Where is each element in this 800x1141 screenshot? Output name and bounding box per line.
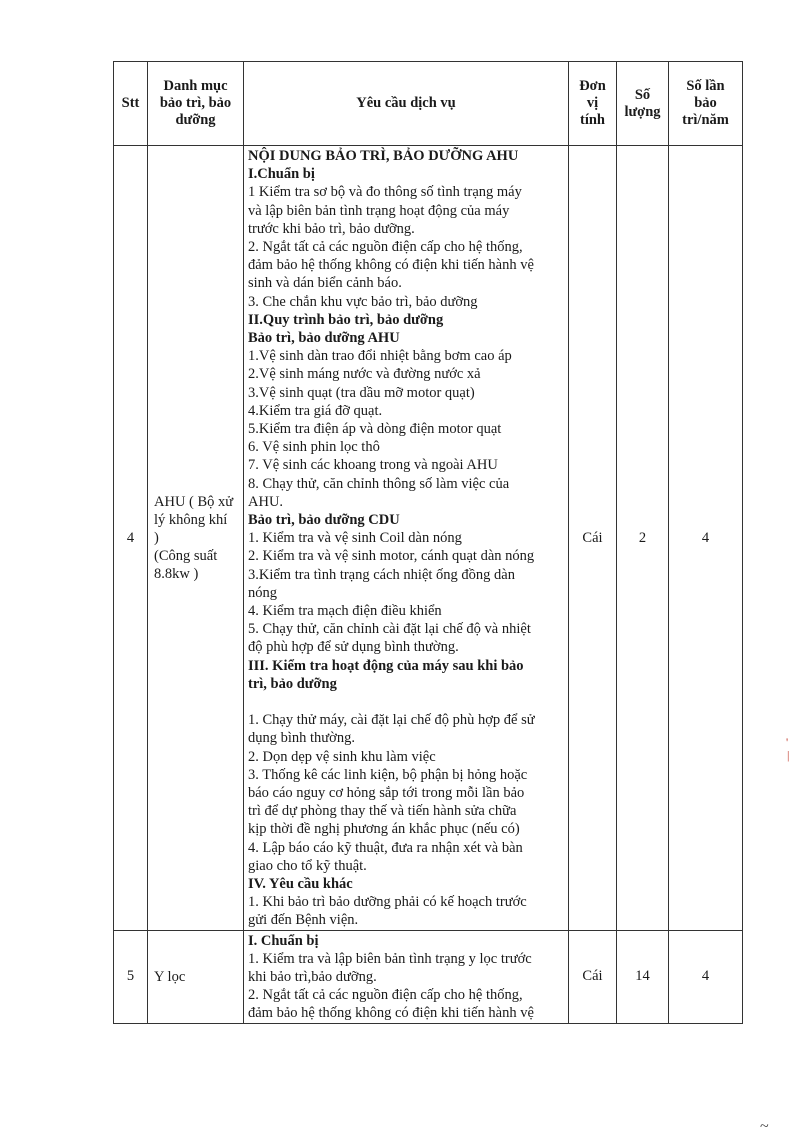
requirement-line: 1 Kiểm tra sơ bộ và đo thông số tình trạng máy: [248, 184, 522, 201]
requirement-line: kịp thời đề nghị phương án khắc phục (nếu có): [248, 821, 520, 838]
requirement-line: trì, bảo dưỡng: [248, 675, 337, 692]
table-row: [114, 146, 743, 931]
requirement-line: 5. Chạy thử, căn chỉnh cài đặt lại chế độ và nhiệt: [248, 621, 531, 638]
header-requirement: Yêu cầu dịch vụ: [244, 62, 569, 146]
requirement-line: trì để dự phòng thay thế và tiến hành sửa chữa: [248, 803, 517, 820]
requirement-line: I.Chuẩn bị: [248, 166, 315, 183]
requirement-line: 2.Vệ sinh máng nước và đường nước xả: [248, 366, 481, 383]
row-unit: Cái: [569, 930, 617, 1023]
row-stt: 4: [114, 146, 148, 931]
requirement-line: 4. Lập báo cáo kỹ thuật, đưa ra nhận xét và bàn: [248, 839, 523, 856]
requirement-line: khi bảo trì,bảo dưỡng.: [248, 968, 377, 985]
requirement-line: 2. Ngắt tất cả các nguồn điện cấp cho hệ thống,: [248, 239, 523, 256]
row-stt: 5: [114, 930, 148, 1023]
requirement-line: giao cho tổ kỹ thuật.: [248, 857, 367, 874]
requirement-line: 5.Kiểm tra điện áp và dòng điện motor quạt: [248, 421, 502, 438]
row-category: AHU ( Bộ xử lý không khí ) (Công suất 8.8kw ): [148, 146, 244, 931]
requirement-line: III. Kiểm tra hoạt động của máy sau khi bảo: [248, 657, 524, 674]
requirement-line: 3.Vệ sinh quạt (tra dầu mỡ motor quạt): [248, 384, 475, 401]
row-quantity: 14: [617, 930, 669, 1023]
requirement-line: 4. Kiểm tra mạch điện điều khiển: [248, 603, 442, 620]
requirement-line: 6. Vệ sinh phin lọc thô: [248, 439, 380, 456]
maintenance-table: [113, 61, 743, 1024]
requirement-line: 3.Kiểm tra tình trạng cách nhiệt ống đồng dàn: [248, 566, 515, 583]
header-category: Danh mục bảo trì, bảo dưỡng: [148, 62, 244, 146]
requirement-line: 1. Kiểm tra và lập biên bản tình trạng y lọc trước: [248, 950, 532, 967]
header-quantity: Số lượng: [617, 62, 669, 146]
header-unit: Đơn vị tính: [569, 62, 617, 146]
requirement-gap: [248, 693, 564, 711]
requirement-line: sinh và dán biển cảnh báo.: [248, 275, 402, 292]
requirement-line: 1. Chạy thử máy, cài đặt lại chế độ phù hợp để sử: [248, 712, 535, 729]
requirement-line: 2. Kiểm tra và vệ sinh motor, cánh quạt dàn nóng: [248, 548, 535, 565]
requirement-line: dụng bình thường.: [248, 730, 355, 747]
requirement-line: độ phù hợp để sử dụng bình thường.: [248, 639, 459, 656]
row-frequency: 4: [669, 930, 743, 1023]
requirement-line: AHU.: [248, 493, 284, 510]
requirement-line: gửi đến Bệnh viện.: [248, 912, 359, 929]
header-stt: Stt: [114, 62, 148, 146]
requirement-line: 2. Ngắt tất cả các nguồn điện cấp cho hệ thống,: [248, 987, 523, 1004]
requirement-line: 1. Kiểm tra và vệ sinh Coil dàn nóng: [248, 530, 462, 547]
requirement-line: 3. Che chắn khu vực bảo trì, bảo dưỡng: [248, 293, 478, 310]
requirement-line: nóng: [248, 584, 277, 601]
requirement-line: II.Quy trình bảo trì, bảo dưỡng: [248, 311, 444, 328]
requirement-line: Bảo trì, bảo dưỡng AHU: [248, 330, 400, 347]
requirement-line: 1. Khi bảo trì bảo dưỡng phải có kế hoạch trước: [248, 894, 527, 911]
row-quantity: 2: [617, 146, 669, 931]
requirement-line: IV. Yêu cầu khác: [248, 875, 353, 892]
requirement-line: NỘI DUNG BẢO TRÌ, BẢO DƯỠNG AHU: [248, 148, 519, 164]
requirement-line: trước khi bảo trì, bảo dưỡng.: [248, 220, 415, 237]
requirement-line: và lập biên bản tình trạng hoạt động của máy: [248, 202, 510, 219]
margin-mark: ': [786, 735, 789, 749]
header-frequency: Số lần bảo trì/năm: [669, 62, 743, 146]
requirement-line: đảm bảo hệ thống không có điện khi tiến hành vệ: [248, 1005, 534, 1022]
requirement-line: 2. Dọn dẹp vệ sinh khu làm việc: [248, 748, 436, 765]
requirement-line: 1.Vệ sinh dàn trao đổi nhiệt bằng bơm cao áp: [248, 348, 512, 365]
requirement-line: 3. Thống kê các linh kiện, bộ phận bị hỏng hoặc: [248, 766, 528, 783]
requirement-line: 4.Kiểm tra giá đỡ quạt.: [248, 402, 383, 419]
requirement-line: báo cáo nguy cơ hỏng sắp tới trong mỗi lần bảo: [248, 784, 525, 801]
requirement-line: I. Chuẩn bị: [248, 932, 319, 949]
requirement-line: 7. Vệ sinh các khoang trong và ngoài AHU: [248, 457, 498, 474]
table-header-row: [114, 62, 743, 146]
requirement-line: 8. Chạy thử, căn chỉnh thông số làm việc của: [248, 475, 510, 492]
margin-mark: |: [787, 748, 790, 762]
row-requirements: [244, 930, 569, 1023]
requirement-line: Bảo trì, bảo dưỡng CDU: [248, 512, 400, 529]
requirement-line: đảm bảo hệ thống không có điện khi tiến hành vệ: [248, 257, 534, 274]
row-category: Y lọc: [148, 930, 244, 1023]
signature-mark: ~: [760, 1118, 769, 1135]
row-frequency: 4: [669, 146, 743, 931]
table-row: [114, 930, 743, 1023]
row-requirements: [244, 146, 569, 931]
row-unit: Cái: [569, 146, 617, 931]
